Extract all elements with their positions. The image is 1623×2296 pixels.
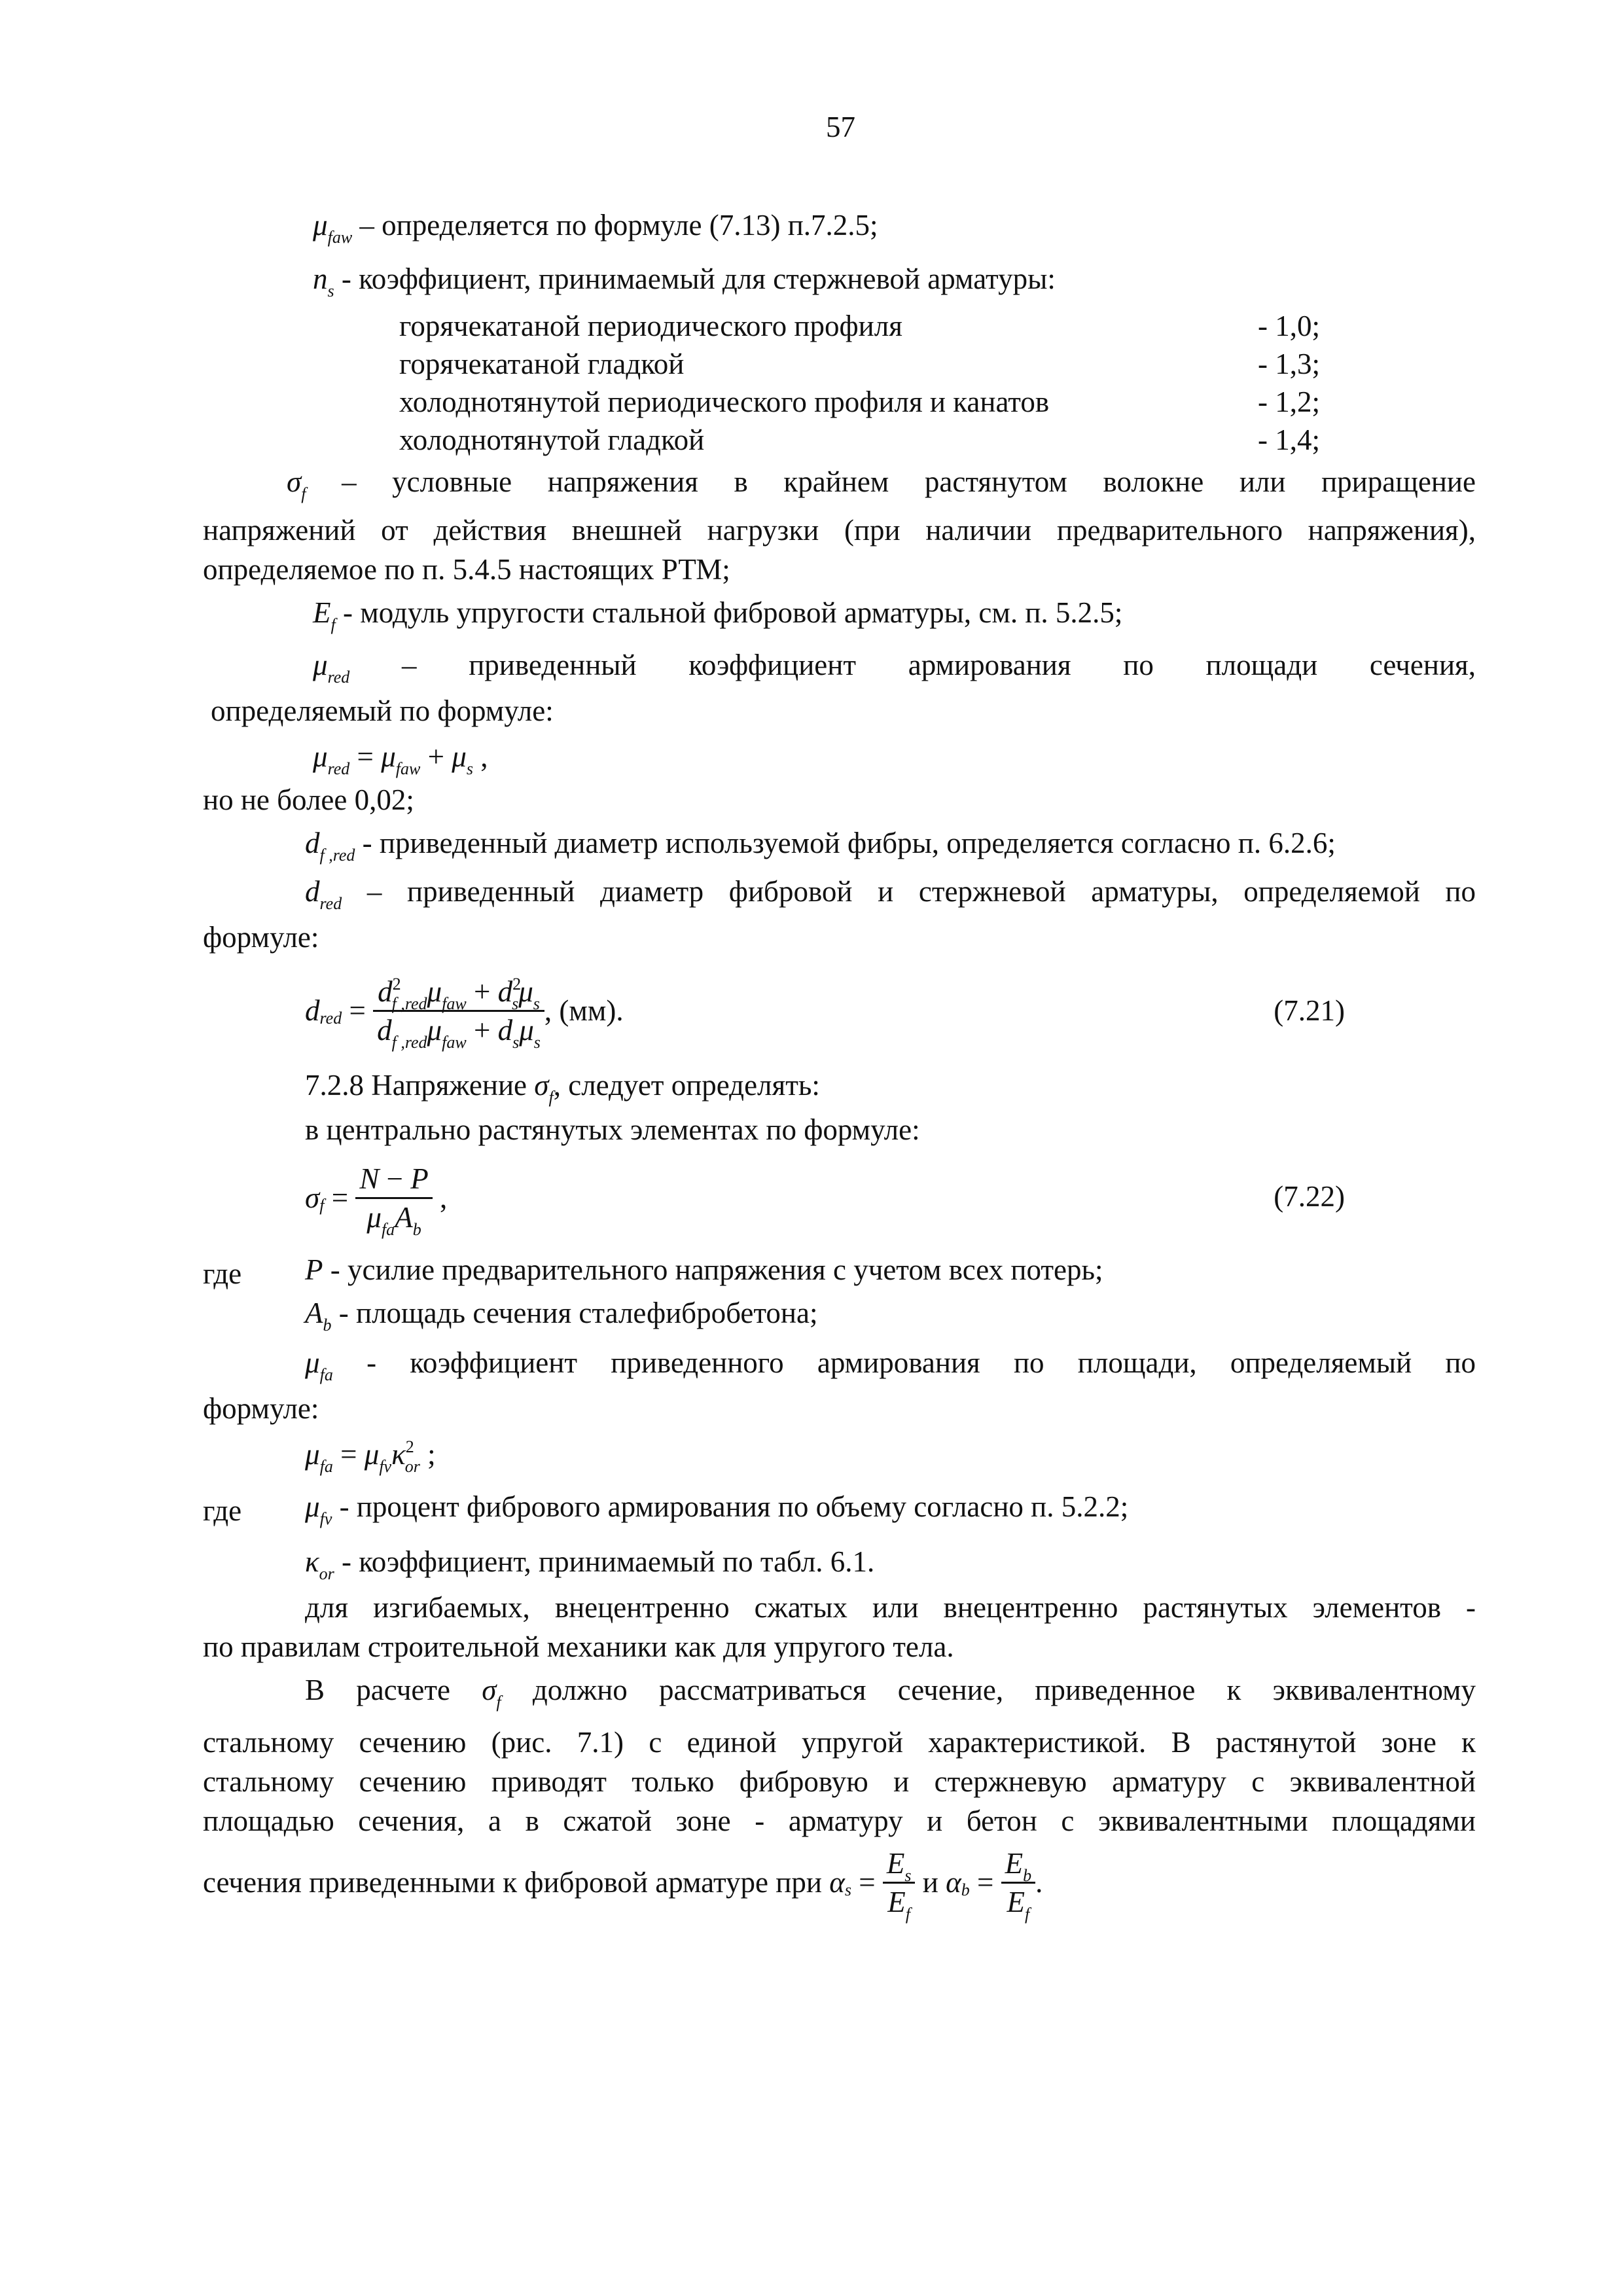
mu-fa-definition-line-1: $\mu_{fa}$ - коэффициент приведенного армирования по площади, определяемый по	[305, 1346, 1476, 1384]
formula-7-21: d red = $\frac{d^2_{f ,red}\mu_{faw} + d^2_s\mu_s}{d_{f ,red}\mu_{faw} + d_s\mu_s}$ , (мм).	[305, 974, 624, 1052]
coef-label-2: горячекатаной гладкой	[399, 348, 685, 380]
equation-number-7-21: (7.21)	[1274, 994, 1345, 1027]
paragraph-line-2: стальному сечению (рис. 7.1) с единой упругой характеристикой. В растянутой зоне к	[203, 1726, 1476, 1759]
mu-red-definition-line-2: определяемый по формуле:	[211, 694, 554, 727]
coef-value-2: - 1,3;	[1258, 348, 1320, 380]
where-label-2: где	[203, 1494, 242, 1527]
alpha-s-fraction: $\frac{E_s}{E_f}$	[883, 1846, 916, 1919]
sigma-f-definition-line-3: определяемое по п. 5.4.5 настоящих РТМ;	[203, 553, 730, 586]
paragraph-line-4: площадью сечения, а в сжатой зоне - арматуру и бетон с эквивалентными площадями	[203, 1804, 1476, 1837]
mu-fa-formula: $\mu_{fa} = \mu_{fv}\kappa^2_{or}$ ;	[305, 1437, 436, 1476]
bending-text-line-1: для изгибаемых, внецентренно сжатых или внецентренно растянутых элементов -	[305, 1591, 1476, 1624]
mu-faw-definition: $\mu_{faw}$ – определяется по формуле (7.13) п.7.2.5;	[313, 209, 878, 247]
sigma-f-definition-line-2: напряжений от действия внешней нагрузки (при наличии предварительного напряжения),	[203, 514, 1476, 547]
central-tension-text: в центрально растянутых элементах по формуле:	[305, 1113, 920, 1146]
n-s-definition: $n_s$ - коэффициент, принимаемый для стержневой арматуры:	[313, 262, 1056, 300]
coef-value-3: - 1,2;	[1258, 386, 1320, 418]
coef-label-3: холоднотянутой периодического профиля и канатов	[399, 386, 1050, 418]
section-7-2-8: 7.2.8 Напряжение $\sigma_f$, следует определять:	[305, 1069, 820, 1107]
mu-red-definition-line-1: $\mu_{red}$ – приведенный коэффициент армирования по площади сечения,	[313, 649, 1476, 687]
formula-7-22-fraction: $\frac{N - P}{\mu_{fa}A_b}$	[355, 1162, 432, 1234]
unit-mm: , (мм).	[544, 994, 624, 1027]
paragraph-line-3: стальному сечению приводят только фибровую и стержневую арматуру с эквивалентной	[203, 1765, 1476, 1798]
d-f-red-definition: $d_{f ,red}$ - приведенный диаметр используемой фибры, определяется согласно п. 6.2.6;	[305, 827, 1336, 865]
coef-value-1: - 1,0;	[1258, 310, 1320, 342]
coef-value-4: - 1,4;	[1258, 423, 1320, 456]
where-label-1: где	[203, 1257, 242, 1290]
mu-fv-definition: $\mu_{fv}$ - процент фибрового армирования по объему согласно п. 5.2.2;	[305, 1490, 1129, 1528]
alpha-b-fraction: $\frac{E_b}{E_f}$	[1001, 1846, 1036, 1919]
coef-label-1: горячекатаной периодического профиля	[399, 310, 902, 342]
formula-7-22: σ f = $\frac{N - P}{\mu_{fa}A_b}$ ,	[305, 1162, 448, 1239]
page-number: 57	[826, 111, 855, 143]
no-more-text: но не более 0,02;	[203, 783, 414, 816]
coef-label-4: холоднотянутой гладкой	[399, 423, 705, 456]
paragraph-line-5: сечения приведенными к фибровой арматуре при α s = $\frac{E_s}{E_f}$ и α b = $\frac{E_b}{E_f}$ .	[203, 1846, 1043, 1924]
formula-7-21-fraction: $\frac{d^2_{f ,red}\mu_{faw} + d^2_s\mu_s}{d_{f ,red}\mu_{faw} + d_s\mu_s}$	[373, 975, 544, 1047]
formula-label-2: формуле:	[203, 1392, 319, 1425]
sigma-f-definition-line-1: $\sigma_f$ – условные напряжения в крайнем растянутом волокне или приращение	[287, 465, 1476, 503]
mu-red-formula: $\mu_{red} = \mu_{faw} + \mu_s$ ,	[313, 740, 488, 778]
equation-number-7-22: (7.22)	[1274, 1180, 1345, 1213]
e-f-definition: $E_f$ - модуль упругости стальной фибровой арматуры, см. п. 5.2.5;	[313, 596, 1123, 634]
a-b-definition: $A_b$ - площадь сечения сталефибробетона;	[305, 1297, 818, 1335]
k-or-definition: $\kappa_{or}$ - коэффициент, принимаемый по табл. 6.1.	[305, 1545, 875, 1583]
d-red-definition-line-1: $d_{red}$ – приведенный диаметр фибровой и стержневой арматуры, определяемой по	[305, 875, 1476, 913]
bending-text-line-2: по правилам строительной механики как для упругого тела.	[203, 1630, 954, 1663]
p-definition: P - усилие предварительного напряжения с учетом всех потерь;	[305, 1253, 1103, 1286]
formula-label-1: формуле:	[203, 921, 319, 954]
paragraph-line-1: В расчете $\sigma_f$ должно рассматриваться сечение, приведенное к эквивалентному	[305, 1674, 1476, 1712]
